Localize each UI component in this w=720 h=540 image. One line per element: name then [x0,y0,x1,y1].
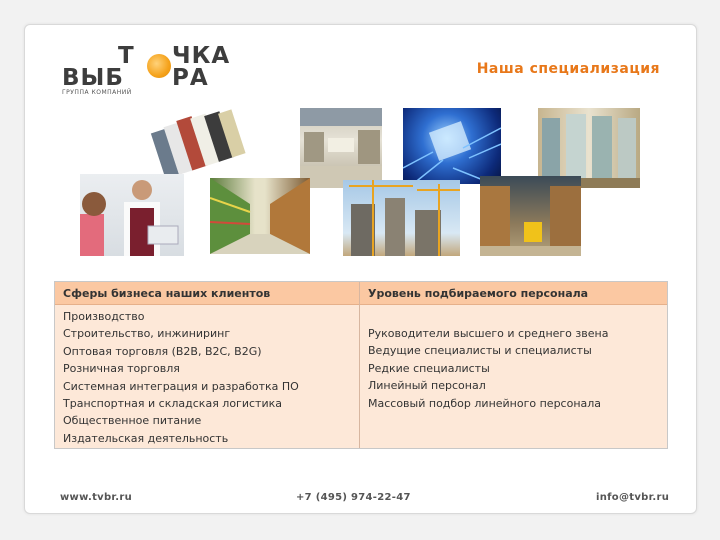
business-spheres-list [63,308,299,447]
list-item: Массовый подбор линейного персонала [368,396,602,410]
list-item: Редкие специалисты [368,361,490,375]
table-body-row [55,305,667,448]
circuit-chip-photo [403,108,501,184]
list-item: Линейный персонал [368,379,486,393]
footer-website-link[interactable]: www.tvbr.ru [60,492,132,503]
list-item: Системная интеграция и разработка ПО [63,379,299,393]
page-title: Наша специализация [476,61,660,77]
supermarket-aisle-photo [210,178,310,254]
column-divider [359,282,360,448]
logo-text-bottom-left: ВЫБ [62,65,124,91]
list-item: Издательская деятельность [63,431,229,445]
list-item: Общественное питание [63,414,202,428]
warehouse-photo [480,176,581,256]
personnel-levels-list [368,325,608,412]
logo-text-bottom-right: РА [172,65,209,91]
column-header-business-spheres: Сферы бизнеса наших клиентов [63,287,271,300]
list-item: Розничная торговля [63,362,180,376]
footer-phone: +7 (495) 974-22-47 [296,492,411,503]
list-item: Производство [63,310,145,323]
list-item: Строительство, инжиниринг [63,327,231,341]
magazines-photo [146,106,246,180]
footer-email-link[interactable]: info@tvbr.ru [596,492,670,503]
logo-text-top-left: Т [118,43,135,69]
construction-cranes-photo [343,180,460,256]
specialization-table [54,281,668,449]
table-header-row [55,282,667,305]
list-item: Руководители высшего и среднего звена [368,327,609,340]
logo-orange-dot-icon [147,54,171,78]
logo-tagline: ГРУППА КОМПАНИЙ [62,89,132,96]
logo-text-top-right: ЧКА [172,43,231,69]
list-item: Транспортная и складская логистика [63,397,282,411]
list-item: Ведущие специалисты и специалисты [368,344,592,358]
company-logo [62,44,247,98]
column-header-personnel-level: Уровень подбираемого персонала [368,287,589,300]
list-item: Оптовая торговля (B2B, B2C, B2G) [63,344,262,358]
mall-photo [300,108,382,188]
cashier-photo [80,174,184,256]
